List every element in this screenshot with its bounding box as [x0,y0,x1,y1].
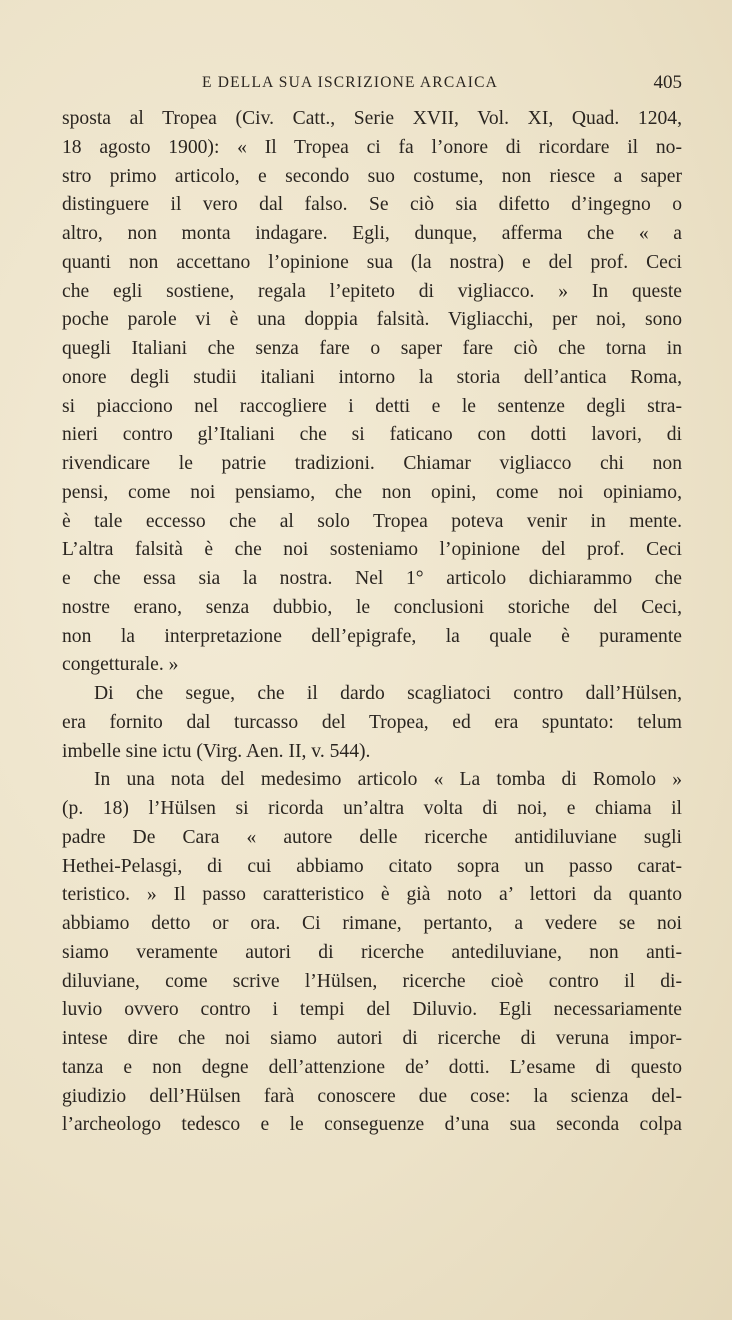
text-line: l’archeologo tedesco e le conseguenze d’una sua seconda colpa [62,1114,682,1136]
text-line: giudizio dell’Hülsen farà conoscere due cose: la scienza del- [62,1085,682,1107]
page-header [62,72,682,102]
text-line: (p. 18) l’Hülsen si ricorda un’altra volta di noi, e chiama il [62,798,682,819]
text-line: tanza e non degne dell’attenzione de’ dotti. L’esame di questo [62,1056,682,1078]
text-line: si piacciono nel raccogliere i detti e le sentenze degli stra- [62,395,682,417]
text-line: era fornito dal turcasso del Tropea, ed era spuntato: telum [62,711,682,733]
text-line: quanti non accettano l’opinione sua (la nostra) e del prof. Ceci [62,251,682,273]
body-text [62,105,682,1140]
text-line: quegli Italiani che senza fare o saper fare ciò che torna in [62,338,682,359]
text-line: congetturale. » [62,654,179,676]
text-line: In una nota del medesimo articolo « La tomba di Romolo » [94,769,682,791]
text-line: Hethei-Pelasgi, di cui abbiamo citato sopra un passo carat- [62,855,682,877]
text-line: onore degli studii italiani intorno la storia dell’antica Roma, [62,366,682,388]
text-line: imbelle sine ictu (Virg. Aen. II, v. 544). [62,740,371,762]
text-line: pensi, come noi pensiamo, che non opini, come noi opiniamo, [62,481,682,503]
text-line: abbiamo detto or ora. Ci rimane, pertanto, a vedere se noi [62,913,682,934]
running-title: E DELLA SUA ISCRIZIONE ARCAICA [202,74,499,91]
text-line: rivendicare le patrie tradizioni. Chiamar vigliacco chi non [62,453,682,474]
text-line: stro primo articolo, e secondo suo costume, non riesce a saper [62,165,682,187]
text-line: distinguere il vero dal falso. Se ciò sia difetto d’ingegno o [62,194,682,216]
text-line: che egli sostiene, regala l’epiteto di vigliacco. » In queste [62,280,682,302]
text-line: Di che segue, che il dardo scagliatoci contro dall’Hülsen, [94,683,682,704]
page-number: 405 [653,72,682,93]
text-line: poche parole vi è una doppia falsità. Vigliacchi, per noi, sono [62,309,682,331]
text-line: e che essa sia la nostra. Nel 1° articolo dichiarammo che [62,568,682,589]
text-line: 18 agosto 1900): « Il Tropea ci fa l’onore di ricordare il no- [62,136,682,158]
text-line: L’altra falsità è che noi sosteniamo l’opinione del prof. Ceci [62,539,682,561]
text-line: non la interpretazione dell’epigrafe, la quale è puramente [62,625,682,647]
text-line: siamo veramente autori di ricerche antediluviane, non anti- [62,941,682,963]
text-line: diluviane, come scrive l’Hülsen, ricerche cioè contro il di- [62,970,682,992]
text-line: intese dire che noi siamo autori di ricerche di veruna impor- [62,1028,682,1049]
text-line: teristico. » Il passo caratteristico è già noto a’ lettori da quanto [62,884,682,906]
text-line: sposta al Tropea (Civ. Catt., Serie XVII, Vol. XI, Quad. 1204, [62,108,682,129]
text-line: luvio ovvero contro i tempi del Diluvio. Egli necessariamente [62,999,682,1021]
text-line: altro, non monta indagare. Egli, dunque, afferma che « a [62,223,682,244]
text-line: è tale eccesso che al solo Tropea poteva venir in mente. [62,510,682,532]
text-line: padre De Cara « autore delle ricerche antidiluviane sugli [62,826,682,848]
text-line: nieri contro gl’Italiani che si faticano con dotti lavori, di [62,424,682,446]
text-line: nostre erano, senza dubbio, le conclusioni storiche del Ceci, [62,596,682,618]
